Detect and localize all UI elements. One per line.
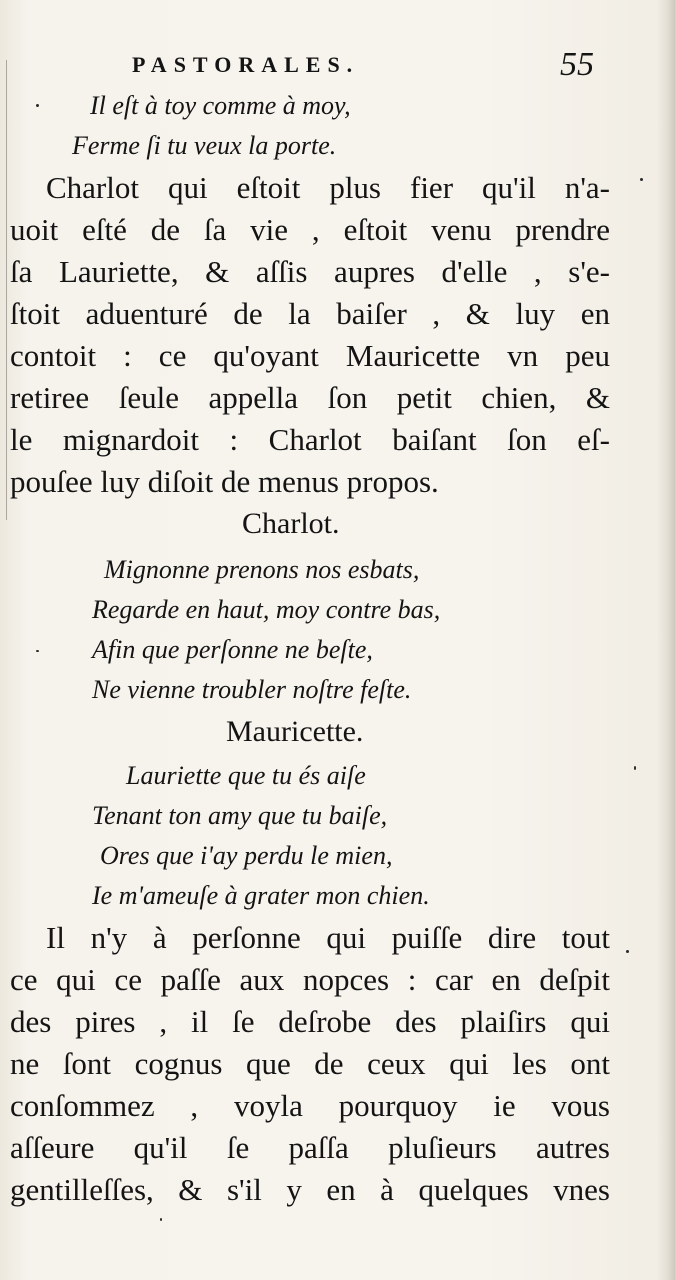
- text-line: ſa Lauriette, & aſſis aupres d'elle , s'e-: [10, 254, 610, 289]
- verse-line: Il eſt à toy comme à moy,: [90, 91, 351, 120]
- ink-speck: [160, 1218, 162, 1221]
- text-line: ne ſont cognus que de ceux qui les ont: [10, 1046, 610, 1081]
- text-line: des pires , il ſe deſrobe des plaiſirs qui: [10, 1004, 610, 1039]
- running-title: PASTORALES.: [132, 52, 360, 77]
- text-line: gentilleſſes, & s'il y en à quelques vnes: [10, 1172, 610, 1207]
- speaker-heading: Mauricette.: [226, 715, 364, 748]
- verse-line: Tenant ton amy que tu baiſe,: [92, 801, 388, 830]
- verse-line: Ie m'ameuſe à grater mon chien.: [92, 881, 430, 910]
- verse-line: Ores que i'ay perdu le mien,: [100, 841, 393, 870]
- text-line: conſommez , voyla pourquoy ie vous: [10, 1088, 610, 1123]
- text-line: pouſee luy diſoit de menus propos.: [10, 464, 439, 499]
- verse-line: Regarde en haut, moy contre bas,: [92, 595, 441, 624]
- text-line: ſtoit aduenturé de la baiſer , & luy en: [10, 296, 610, 331]
- text-line: retiree ſeule appella ſon petit chien, &: [10, 380, 610, 415]
- speaker-heading: Charlot.: [242, 507, 340, 540]
- text-line: contoit : ce qu'oyant Mauricette vn peu: [10, 338, 610, 373]
- ink-speck: [36, 650, 39, 652]
- ink-speck: [634, 766, 636, 770]
- text-line: Il n'y à perſonne qui puiſſe dire tout: [46, 920, 610, 955]
- page-number: 55: [560, 46, 594, 83]
- text-line: le mignardoit : Charlot baiſant ſon eſ-: [10, 422, 610, 457]
- text-line: ce qui ce paſſe aux nopces : car en deſpit: [10, 962, 610, 997]
- ink-speck: [640, 178, 643, 181]
- ink-speck: [626, 950, 629, 953]
- verse-line: Mignonne prenons nos esbats,: [104, 555, 420, 584]
- verse-line: Lauriette que tu és aiſe: [126, 761, 366, 790]
- text-line: Charlot qui eſtoit plus fier qu'il n'a-: [46, 170, 610, 205]
- text-line: uoit eſté de ſa vie , eſtoit venu prendre: [10, 212, 610, 247]
- gutter-line: [6, 60, 7, 520]
- ink-speck: [36, 104, 39, 107]
- verse-line: Ferme ſi tu veux la porte.: [72, 131, 337, 160]
- verse-line: Afin que perſonne ne beſte,: [92, 635, 373, 664]
- page-header: [0, 46, 675, 90]
- verse-line: Ne vienne troubler noſtre feſte.: [92, 675, 412, 704]
- text-line: aſſeure qu'il ſe paſſa pluſieurs autres: [10, 1130, 610, 1165]
